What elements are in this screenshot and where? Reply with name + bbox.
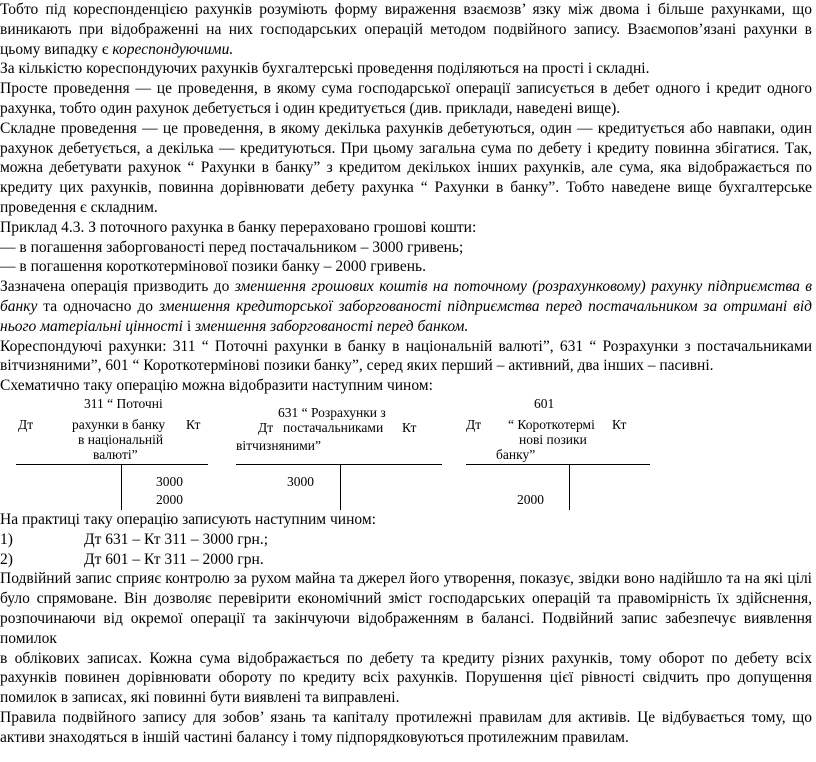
t-account-311-title: валюті” — [93, 446, 138, 462]
paragraph-correspondence — [0, 0, 816, 59]
t-account-631-divider — [340, 464, 341, 510]
t-account-311-title: 311 “ Поточні — [84, 395, 163, 411]
t-accounts-diagram — [0, 396, 816, 510]
italic-term: кореспондуючими. — [112, 40, 234, 58]
t-account-631-top-line — [236, 464, 442, 465]
t-account-601-title: банку” — [496, 446, 536, 462]
italic-term: зменшення заборгованості перед банком. — [195, 317, 469, 335]
t-account-601-title: 601 — [534, 395, 555, 411]
t-account-311-debit-label: Дт — [18, 416, 34, 432]
text-run: та одночасно до — [37, 297, 159, 315]
t-account-601-title: “ Короткотермі — [508, 416, 595, 432]
paragraph-error-detection: в облікових записах. Кожна сума відображається по дебету та кредиту різних рахунків, тому оборот по дебету всіх рахунків повинен дорівнювати обороту по кредиту всіх рахунків. Порушення цієї рівності свідчить про допущення помилок в записах, які повинні бути виявлені та виправлені. — [0, 649, 812, 707]
t-account-631-credit-label: Кт — [402, 419, 417, 435]
italic-term: зменшення грошових коштів на поточному (розрахунковому) рахунку підприємства в банку — [0, 278, 812, 315]
example-item: — в погашення заборгованості перед постачальником – 3000 гривень; — [0, 238, 464, 256]
paragraph-double-entry-control: Подвійний запис сприяє контролю за рухом майна та джерел його утворення, показує, звідки воно надійшло та на які цілі було спрямоване. Він дозволяє перевірити економічний зміст господарських операцій та правомірність їх здійснення, розпочинаючи від окремої операції та закінчуючи відображенням в балансі. Подвійний запис забезпечує виявлення помилок — [0, 570, 812, 647]
t-account-601-debit-label: Дт — [466, 416, 482, 432]
text-run: Зазначена операція призводить до — [0, 278, 235, 296]
t-account-631-title: постачальниками — [283, 419, 384, 435]
t-account-311-title: в національній — [78, 431, 164, 447]
text-run: і — [182, 317, 195, 335]
t-account-311-title: рахунки в банку — [72, 416, 166, 432]
t-account-601-debit-value: 2000 — [517, 491, 544, 507]
entry-number: 1) — [0, 530, 13, 548]
journal-entry — [0, 550, 816, 570]
italic-term: зменшення кредиторської заборгованості підприємства перед постачальником за отримані від нього матеріальні цінності — [0, 297, 812, 335]
entry-text: Дт 601 – Кт 311 – 2000 грн. — [84, 550, 264, 568]
paragraph-practice-intro: На практиці таку операцію записують наступним чином: — [0, 510, 376, 528]
entry-number: 2) — [0, 550, 13, 568]
paragraph-operation-effect — [0, 277, 816, 336]
example-title: Приклад 4.3. З поточного рахунка в банку перераховано грошові кошти: — [0, 218, 477, 236]
entry-text: Дт 631 – Кт 311 – 3000 грн.; — [84, 530, 269, 548]
example-item: — в погашення короткотермінової позики банку – 2000 гривень. — [0, 258, 426, 276]
t-account-601-title: нові позики — [519, 431, 587, 447]
t-account-311-divider — [121, 464, 122, 510]
paragraph-compound-entry: Складне проведення — це проведення, в якому декілька рахунків дебетуються, один — кредитується або навпаки, один рахунок дебетується, а декілька — кредитуються. При цьому загальна сума по дебету і кредиту повинна збігатися. Так, можна дебетувати рахунок “ Рахунки в банку” з кредитом декількох інших рахунків, але сума, яка відображається по кредиту цих рахунків, повинна дорівнювати дебету рахунка “ Рахунки в банку”. Тобто наведене вище бухгалтерське проведення є складним. — [0, 119, 812, 216]
t-account-601-credit-label: Кт — [612, 416, 627, 432]
t-account-601-top-line — [466, 464, 650, 465]
paragraph-corresponding-accounts: Кореспондуючі рахунки: 311 “ Поточні рахунки в банку в національній валюті”, 631 “ Розрахунки з постачальниками вітчизняними”, 601 “ Короткотермінові позики банку”, серед яких перший – активний, два інших – пасивні. — [0, 337, 812, 375]
t-account-601-divider — [569, 464, 570, 510]
paragraph-simple-entry: Просте проведення — це проведення, в якому сума господарської операції записується в дебет одного і кредит одного рахунка, тобто один рахунок дебетується і один кредитується (див. приклади, наведені вище). — [0, 80, 812, 117]
t-account-311-credit-value: 2000 — [156, 491, 183, 507]
t-account-631-title: 631 “ Розрахунки з — [278, 404, 386, 420]
t-account-631-debit-value: 3000 — [287, 473, 314, 489]
paragraph-schematic-intro: Схематично таку операцію можна відобразити наступним чином: — [0, 377, 433, 395]
paragraph-entry-types: За кількістю кореспондуючих рахунків бухгалтерські проведення поділяються на прості і складні. — [0, 60, 650, 78]
text-run: Тобто під кореспонденцією рахунків розуміють форму вираження взаємозв’ язку між двома і більше рахунками, що виникають при відображенні на них господарських операцій методом подвійного запису. Взаємопов’язані рахунки в цьому випадку є — [0, 1, 812, 58]
t-account-311-credit-value: 3000 — [156, 473, 183, 489]
t-account-631-title: вітчизняними” — [236, 437, 322, 453]
t-account-631-debit-label: Дт — [258, 419, 274, 435]
paragraph-liability-rules: Правила подвійного запису для зобов’ язань та капіталу протилежні правилам для активів. Це відбувається тому, що активи знаходяться в іншій частині балансу і тому підпорядковуються протилежним правилам. — [0, 708, 812, 746]
t-account-311-top-line — [16, 464, 208, 465]
t-account-311-credit-label: Кт — [186, 416, 201, 432]
journal-entry — [0, 530, 816, 550]
